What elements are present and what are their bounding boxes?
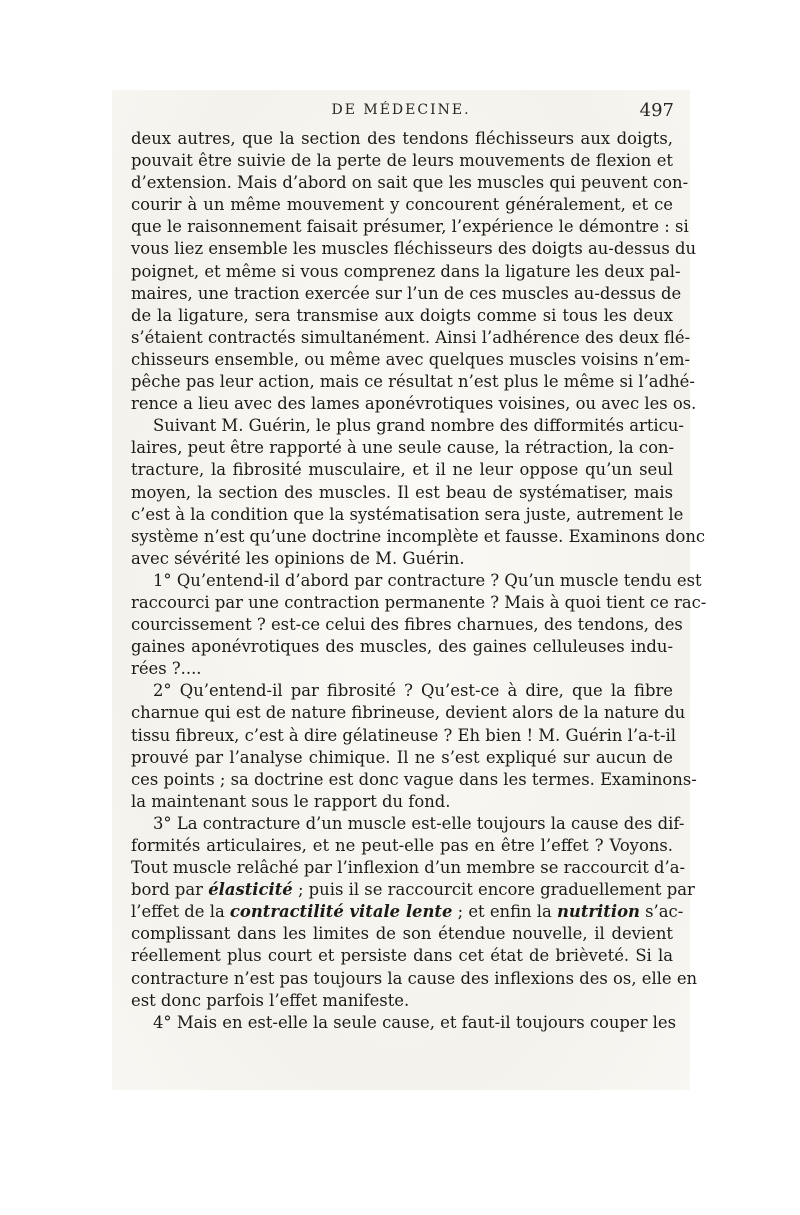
text-line: 2° Qu’entend-il par fibrosité ? Qu’est-ce à dire, que la fibre (153, 681, 673, 701)
text-line: tracture, la fibrosité musculaire, et il ne leur oppose qu’un seul (131, 460, 673, 480)
text-line: poignet, et même si vous comprenez dans la ligature les deux pal- (131, 261, 681, 281)
text-line: courcissement ? est-ce celui des fibres charnues, des tendons, des (131, 615, 683, 635)
text-line: deux autres, que la section des tendons fléchisseurs aux doigts, (131, 129, 673, 148)
text-line: la maintenant sous le rapport du fond. (131, 791, 451, 811)
text-line: maires, une traction exercée sur l’un de ces muscles au-dessus de (131, 283, 682, 303)
text-line: vous liez ensemble les muscles fléchisseurs des doigts au-dessus du (131, 239, 697, 259)
running-head (128, 100, 674, 124)
text-line: rence a lieu avec des lames aponévrotiques voisines, ou avec les os. (131, 394, 697, 414)
text-line: complissant dans les limites de son étendue nouvelle, il devient (131, 924, 673, 944)
text-line: 4° Mais en est-elle la seule cause, et faut-il toujours couper les (153, 1012, 677, 1032)
text-line: 3° La contracture d’un muscle est-elle toujours la cause des dif- (153, 813, 685, 833)
text-line (131, 879, 695, 901)
text-run: bord par (131, 880, 209, 900)
text-run: ; et enfin la (452, 902, 558, 922)
text-line: de la ligature, sera transmise aux doigts comme si tous les deux (131, 305, 673, 325)
text-line: pêche pas leur action, mais ce résultat n’est plus le même si l’adhé- (131, 372, 695, 392)
text-line: laires, peut être rapporté à une seule cause, la rétraction, la con- (131, 438, 675, 458)
running-title: DE MÉDECINE. (331, 102, 471, 118)
text-line: avec sévérité les opinions de M. Guérin. (131, 548, 465, 568)
text-line: ces points ; sa doctrine est donc vague dans les termes. Examinons- (131, 769, 697, 789)
text-line: système n’est qu’une doctrine incomplète et fausse. Examinons donc (131, 526, 706, 546)
text-line: moyen, la section des muscles. Il est beau de systématiser, mais (131, 482, 673, 502)
emphasis-elasticite: élasticité (208, 880, 293, 900)
page-number: 497 (639, 100, 674, 121)
text-run: l’effet de la (131, 902, 230, 922)
text-run: ; puis il se raccourcit encore graduellement par (292, 880, 695, 900)
text-run: s’ac- (639, 902, 684, 922)
text-line: prouvé par l’analyse chimique. Il ne s’est expliqué sur aucun de (131, 747, 673, 767)
text-line: contracture n’est pas toujours la cause des inflexions des os, elle en (131, 968, 698, 988)
text-line (131, 901, 684, 923)
text-line: c’est à la condition que la systématisation sera juste, autrement le (131, 504, 684, 524)
text-line: s’étaient contractés simultanément. Ainsi l’adhérence des deux flé- (131, 327, 691, 347)
text-line: charnue qui est de nature fibrineuse, devient alors de la nature du (131, 703, 686, 723)
emphasis-nutrition: nutrition (557, 902, 640, 922)
text-line: gaines aponévrotiques des muscles, des gaines celluleuses indu- (131, 637, 673, 657)
text-line: est donc parfois l’effet manifeste. (131, 990, 410, 1010)
text-line: chisseurs ensemble, ou même avec quelques muscles voisins n’em- (131, 349, 691, 369)
text-line: tissu fibreux, c’est à dire gélatineuse ? Eh bien ! M. Guérin l’a-t-il (131, 725, 677, 745)
text-line: rées ?.... (131, 659, 202, 679)
text-line: courir à un même mouvement y concourent généralement, et ce (131, 195, 673, 215)
text-line: 1° Qu’entend-il d’abord par contracture ? Qu’un muscle tendu est (153, 570, 702, 590)
text-line: raccourci par une contraction permanente ? Mais à quoi tient ce rac- (131, 592, 707, 612)
emphasis-contractilite: contractilité vitale lente (229, 902, 453, 922)
text-line: d’extension. Mais d’abord on sait que les muscles qui peuvent con- (131, 173, 689, 193)
text-line: Tout muscle relâché par l’inflexion d’un membre se raccourcit d’a- (131, 858, 686, 878)
text-line: réellement plus court et persiste dans cet état de brièveté. Si la (131, 946, 673, 966)
body-text (131, 128, 707, 1034)
text-line: pouvait être suivie de la perte de leurs mouvements de flexion et (131, 151, 673, 171)
text-line: Suivant M. Guérin, le plus grand nombre des difformités articu- (153, 416, 684, 436)
text-line: formités articulaires, et ne peut-elle pas en être l’effet ? Voyons. (131, 836, 673, 855)
text-line: que le raisonnement faisait présumer, l’expérience le démontre : si (131, 217, 689, 237)
